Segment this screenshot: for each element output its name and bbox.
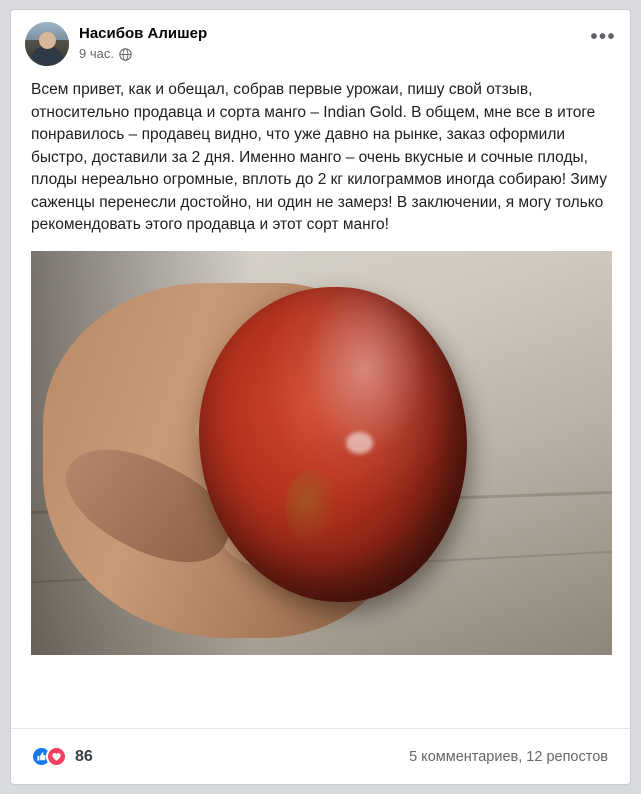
post-image[interactable] (31, 251, 612, 655)
heart-icon (46, 746, 67, 767)
avatar[interactable] (25, 22, 69, 66)
avatar-person-body (31, 46, 63, 66)
author-name[interactable]: Насибов Алишер (79, 25, 208, 42)
comments-shares-stats[interactable]: 5 комментариев, 12 репостов (409, 748, 608, 765)
post-card (10, 9, 631, 785)
post-author-block (79, 22, 207, 62)
post-header (11, 10, 630, 66)
post-more-options-button[interactable]: ••• (590, 26, 616, 48)
globe-icon (119, 48, 132, 61)
reaction-count: 86 (75, 747, 93, 765)
post-photo-content (31, 251, 612, 655)
photo-mango-green-patch (285, 470, 338, 546)
post-meta (79, 46, 207, 62)
photo-mango-highlight (346, 432, 373, 454)
post-timestamp[interactable]: 9 час. (79, 46, 114, 61)
reactions-summary[interactable] (31, 746, 93, 767)
post-text: Всем привет, как и обещал, собрав первые урожаи, пишу свой отзыв, относительно продавца и сорта манго – Indian Gold. В общем, мне все в итоге понравилось – продавец видно, что уже давно на рынке, заказ оформили быстро, доставили за 2 дня. Именно манго – очень вкусные и сочные плоды, плоды нереально огромные, вплоть до 2 кг килограммов иногда собираю! Зиму саженцы перенесли достойно, ни один не замерз! В заключении, я могу только рекомендовать этого продавца и этот сорт манго! (31, 81, 612, 233)
reaction-icons (31, 746, 67, 767)
post-footer (11, 728, 630, 784)
avatar-person-head (39, 32, 56, 49)
